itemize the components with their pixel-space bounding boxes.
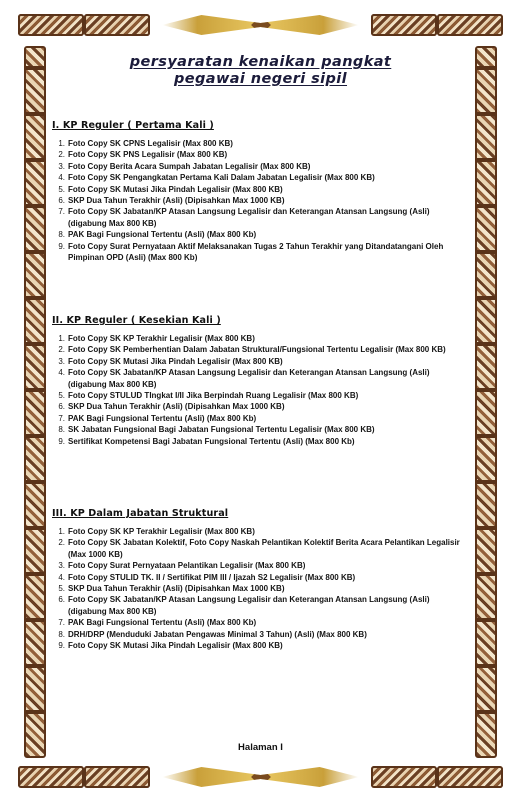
list-item — [52, 195, 469, 206]
ornament-block-icon — [84, 14, 150, 36]
ornament-block-icon — [371, 766, 437, 788]
list-item-text: SKP Dua Tahun Terakhir (Asli) (Dipisahkan Max 1000 KB) — [68, 584, 285, 594]
requirements-list — [52, 138, 469, 263]
document-title-line-1: persyaratan kenaikan pangkat — [129, 54, 392, 70]
list-item — [52, 594, 469, 617]
list-item-text: Foto Copy SK KP Terakhir Legalisir (Max 800 KB) — [68, 334, 255, 343]
list-item-text: Foto Copy SK Jabatan/KP Atasan Langsung Legalisir dan Keterangan Atansan Langsung (Asli) (digabung Max 800 KB) — [68, 207, 430, 228]
list-item — [52, 583, 469, 594]
list-item-text: PAK Bagi Fungsional Tertentu (Asli) (Max 800 Kb) — [68, 230, 257, 240]
list-item-number: 2. — [58, 538, 65, 548]
list-item-number: 3. — [58, 356, 65, 366]
list-item-text: PAK Bagi Fungsional Tertentu (Asli) (Max 800 Kb) — [68, 413, 257, 423]
list-item-text: SK Jabatan Fungsional Bagi Jabatan Fungsional Tertentu Legalisir (Max 800 KB) — [68, 425, 375, 435]
section-heading: III. KP Dalam Jabatan Struktural — [52, 508, 229, 519]
list-item — [52, 424, 469, 435]
list-item — [52, 172, 469, 183]
ornament-block-icon — [371, 14, 437, 36]
list-item — [52, 229, 469, 240]
list-item — [52, 560, 469, 571]
list-item — [52, 617, 469, 628]
list-item-text: Foto Copy SK Jabatan/KP Atasan Langsung Legalisir dan Keterangan Atansan Langsung (Asli) (digabung Max 800 KB) — [68, 595, 430, 616]
list-item-text: Foto Copy STULID TK. II / Sertifikat PIM III / Ijazah S2 Legalisir (Max 800 KB) — [68, 572, 356, 582]
list-item-text: Foto Copy Berita Acara Sumpah Jabatan Legalisir (Max 800 KB) — [68, 161, 311, 171]
list-item-number: 2. — [58, 150, 65, 160]
top-border-ornament — [18, 10, 503, 40]
list-item — [52, 241, 469, 264]
list-item-text: Foto Copy SK Mutasi Jika Pindah Legalisir (Max 800 KB) — [68, 641, 283, 651]
list-item — [52, 344, 469, 355]
list-item — [52, 401, 469, 412]
list-item — [52, 572, 469, 583]
gold-center-ornament-icon — [162, 15, 359, 35]
list-item-text: Foto Copy Surat Pernyataan Pelantikan Legalisir (Max 800 KB) — [68, 561, 306, 571]
list-item — [52, 206, 469, 229]
list-item-number: 1. — [58, 527, 65, 536]
list-item-text: PAK Bagi Fungsional Tertentu (Asli) (Max 800 Kb) — [68, 618, 257, 628]
list-item-text: Foto Copy SK KP Terakhir Legalisir (Max 800 KB) — [68, 527, 255, 536]
list-item — [52, 161, 469, 172]
list-item-number: 9. — [58, 241, 65, 251]
list-item — [52, 184, 469, 195]
ornament-block-icon — [437, 14, 503, 36]
list-item-number: 8. — [58, 230, 65, 240]
bottom-border-ornament — [18, 762, 503, 792]
gold-center-ornament-icon — [162, 767, 359, 787]
list-item — [52, 526, 469, 537]
list-item-text: Foto Copy SK Jabatan/KP Atasan Langsung Legalisir dan Keterangan Atansan Langsung (Asli) (digabung Max 800 KB) — [68, 368, 430, 389]
list-item-text: Sertifikat Kompetensi Bagi Jabatan Fungsional Tertentu (Asli) (Max 800 Kb) — [68, 436, 355, 446]
ornament-block-icon — [18, 766, 84, 788]
list-item-number: 6. — [58, 595, 65, 605]
list-item — [52, 149, 469, 160]
ornament-block-icon — [84, 766, 150, 788]
list-item — [52, 640, 469, 651]
right-border-ornament — [475, 46, 497, 758]
list-item-number: 2. — [58, 345, 65, 355]
list-item — [52, 436, 469, 447]
list-item-number: 4. — [58, 572, 65, 582]
list-item — [52, 367, 469, 390]
list-item-text: Foto Copy SK PNS Legalisir (Max 800 KB) — [68, 150, 228, 160]
section-kp-jabatan-struktural — [52, 508, 469, 651]
list-item-number: 4. — [58, 368, 65, 378]
list-item — [52, 138, 469, 149]
list-item-text: Foto Copy SK Mutasi Jika Pindah Legalisir (Max 800 KB) — [68, 184, 283, 194]
page-number: Halaman I — [238, 742, 283, 753]
list-item-text: Foto Copy SK Pemberhentian Dalam Jabatan Struktural/Fungsional Tertentu Legalisir (Max 800 KB) — [68, 345, 446, 355]
list-item-number: 8. — [58, 425, 65, 435]
list-item-number: 5. — [58, 184, 65, 194]
ornament-block-icon — [437, 766, 503, 788]
list-item — [52, 390, 469, 401]
list-item-number: 1. — [58, 139, 65, 148]
list-item — [52, 537, 469, 560]
list-item — [52, 356, 469, 367]
ornament-block-icon — [18, 14, 84, 36]
left-border-ornament — [24, 46, 46, 758]
document-title-line-2: pegawai negeri sipil — [173, 71, 348, 87]
list-item-text: SKP Dua Tahun Terakhir (Asli) (Dipisahkan Max 1000 KB) — [68, 402, 285, 412]
list-item-text: DRH/DRP (Menduduki Jabatan Pengawas Minimal 3 Tahun) (Asli) (Max 800 KB) — [68, 629, 367, 639]
section-heading: I. KP Reguler ( Pertama Kali ) — [52, 120, 214, 131]
list-item-text: Foto Copy SK Mutasi Jika Pindah Legalisir (Max 800 KB) — [68, 356, 283, 366]
list-item-number: 5. — [58, 584, 65, 594]
list-item-text: Foto Copy Surat Pernyataan Aktif Melaksanakan Tugas 2 Tahun Terakhir yang Ditandatangani Oleh Pimpinan OPD (Asli) (Max 800 Kb) — [68, 241, 444, 263]
list-item — [52, 629, 469, 640]
list-item-text: Foto Copy SK CPNS Legalisir (Max 800 KB) — [68, 139, 233, 148]
list-item-number: 6. — [58, 196, 65, 206]
requirements-list — [52, 526, 469, 651]
list-item-number: 4. — [58, 173, 65, 183]
section-heading: II. KP Reguler ( Kesekian Kali ) — [52, 315, 221, 326]
document-title — [0, 54, 521, 88]
list-item-number: 6. — [58, 402, 65, 412]
list-item-text: Foto Copy SK Pengangkatan Pertama Kali Dalam Jabatan Legalisir (Max 800 KB) — [68, 173, 375, 183]
list-item — [52, 333, 469, 344]
list-item-number: 5. — [58, 391, 65, 401]
section-kp-reguler-kesekian — [52, 315, 469, 447]
section-kp-reguler-pertama — [52, 120, 469, 263]
list-item-number: 3. — [58, 561, 65, 571]
list-item-number: 7. — [58, 207, 65, 217]
list-item-number: 3. — [58, 161, 65, 171]
list-item-number: 9. — [58, 641, 65, 651]
list-item-text: Foto Copy SK Jabatan Kolektif, Foto Copy Naskah Pelantikan Kolektif Berita Acara Pelantikan Legalisir (Max 1000 KB) — [68, 538, 460, 559]
list-item-number: 7. — [58, 618, 65, 628]
list-item-text: Foto Copy STULUD TIngkat I/II Jika Berpindah Ruang Legalisir (Max 800 KB) — [68, 391, 359, 401]
list-item-number: 7. — [58, 413, 65, 423]
list-item-number: 1. — [58, 334, 65, 343]
list-item-text: SKP Dua Tahun Terakhir (Asli) (Dipisahkan Max 1000 KB) — [68, 196, 285, 206]
requirements-list — [52, 333, 469, 447]
list-item-number: 9. — [58, 436, 65, 446]
list-item — [52, 413, 469, 424]
list-item-number: 8. — [58, 629, 65, 639]
